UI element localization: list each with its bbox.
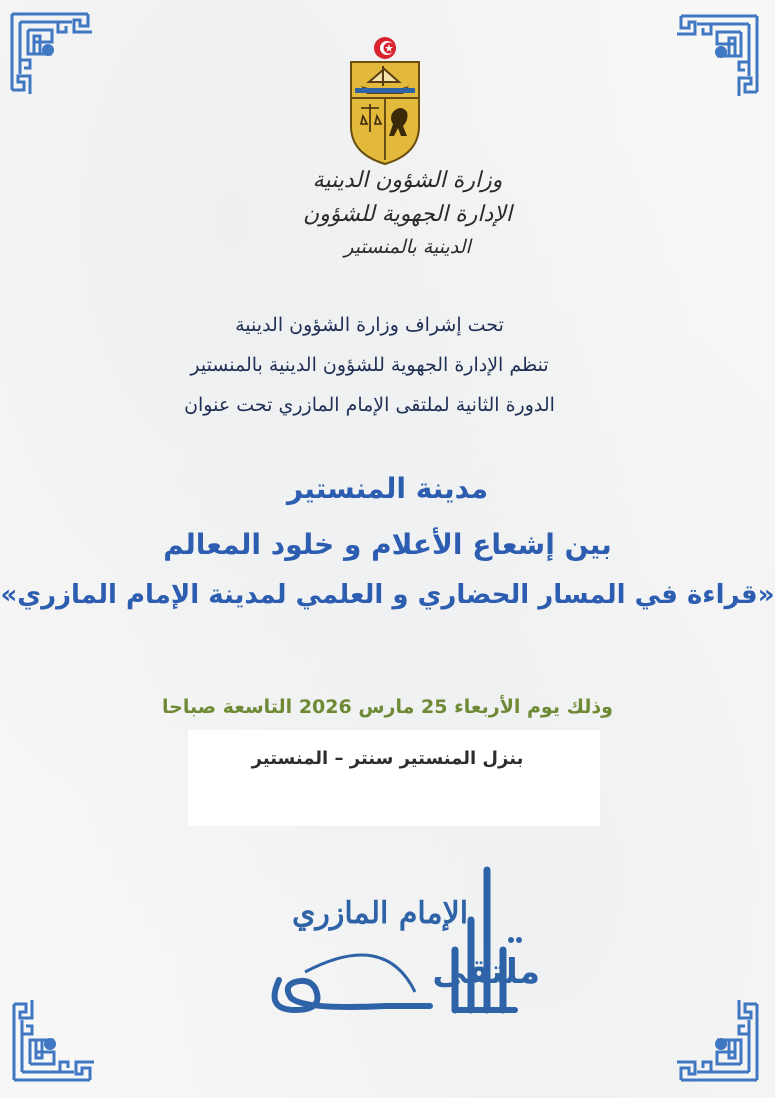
corner-ornament-icon: [661, 12, 761, 112]
corner-ornament-icon: [8, 10, 108, 110]
logo-word: ملتقى: [432, 952, 540, 992]
organizer-line: تنظم الإدارة الجهوية للشؤون الدينية بالمنستير: [190, 354, 549, 376]
regional-administration-city: الدينية بالمنستير: [344, 236, 471, 258]
tunisia-coat-of-arms-icon: [345, 36, 425, 166]
event-title: مدينة المنستير: [286, 472, 489, 505]
logo-name: الإمام المازري: [291, 896, 469, 931]
corner-ornament-icon: [661, 984, 761, 1084]
regional-administration: الإدارة الجهوية للشؤون: [303, 202, 512, 227]
ministry-name: وزارة الشؤون الدينية: [312, 168, 503, 193]
edition-line: الدورة الثانية لملتقى الإمام المازري تحت عنوان: [184, 394, 555, 416]
event-theme: «قراءة في المسار الحضاري و العلمي لمدينة الإمام المازري»: [0, 580, 775, 610]
conference-logo-icon: [265, 860, 540, 1020]
event-venue: بنزل المنستير سنتر – المنستير: [251, 748, 524, 769]
patronage-line: تحت إشراف وزارة الشؤون الدينية: [235, 314, 504, 336]
event-subtitle: بين إشعاع الأعلام و خلود المعالم: [163, 528, 612, 561]
corner-ornament-icon: [10, 984, 110, 1084]
venue-box: [188, 730, 600, 826]
event-date: وذلك يوم الأربعاء 25 مارس 2026 التاسعة صباحا: [162, 696, 613, 718]
